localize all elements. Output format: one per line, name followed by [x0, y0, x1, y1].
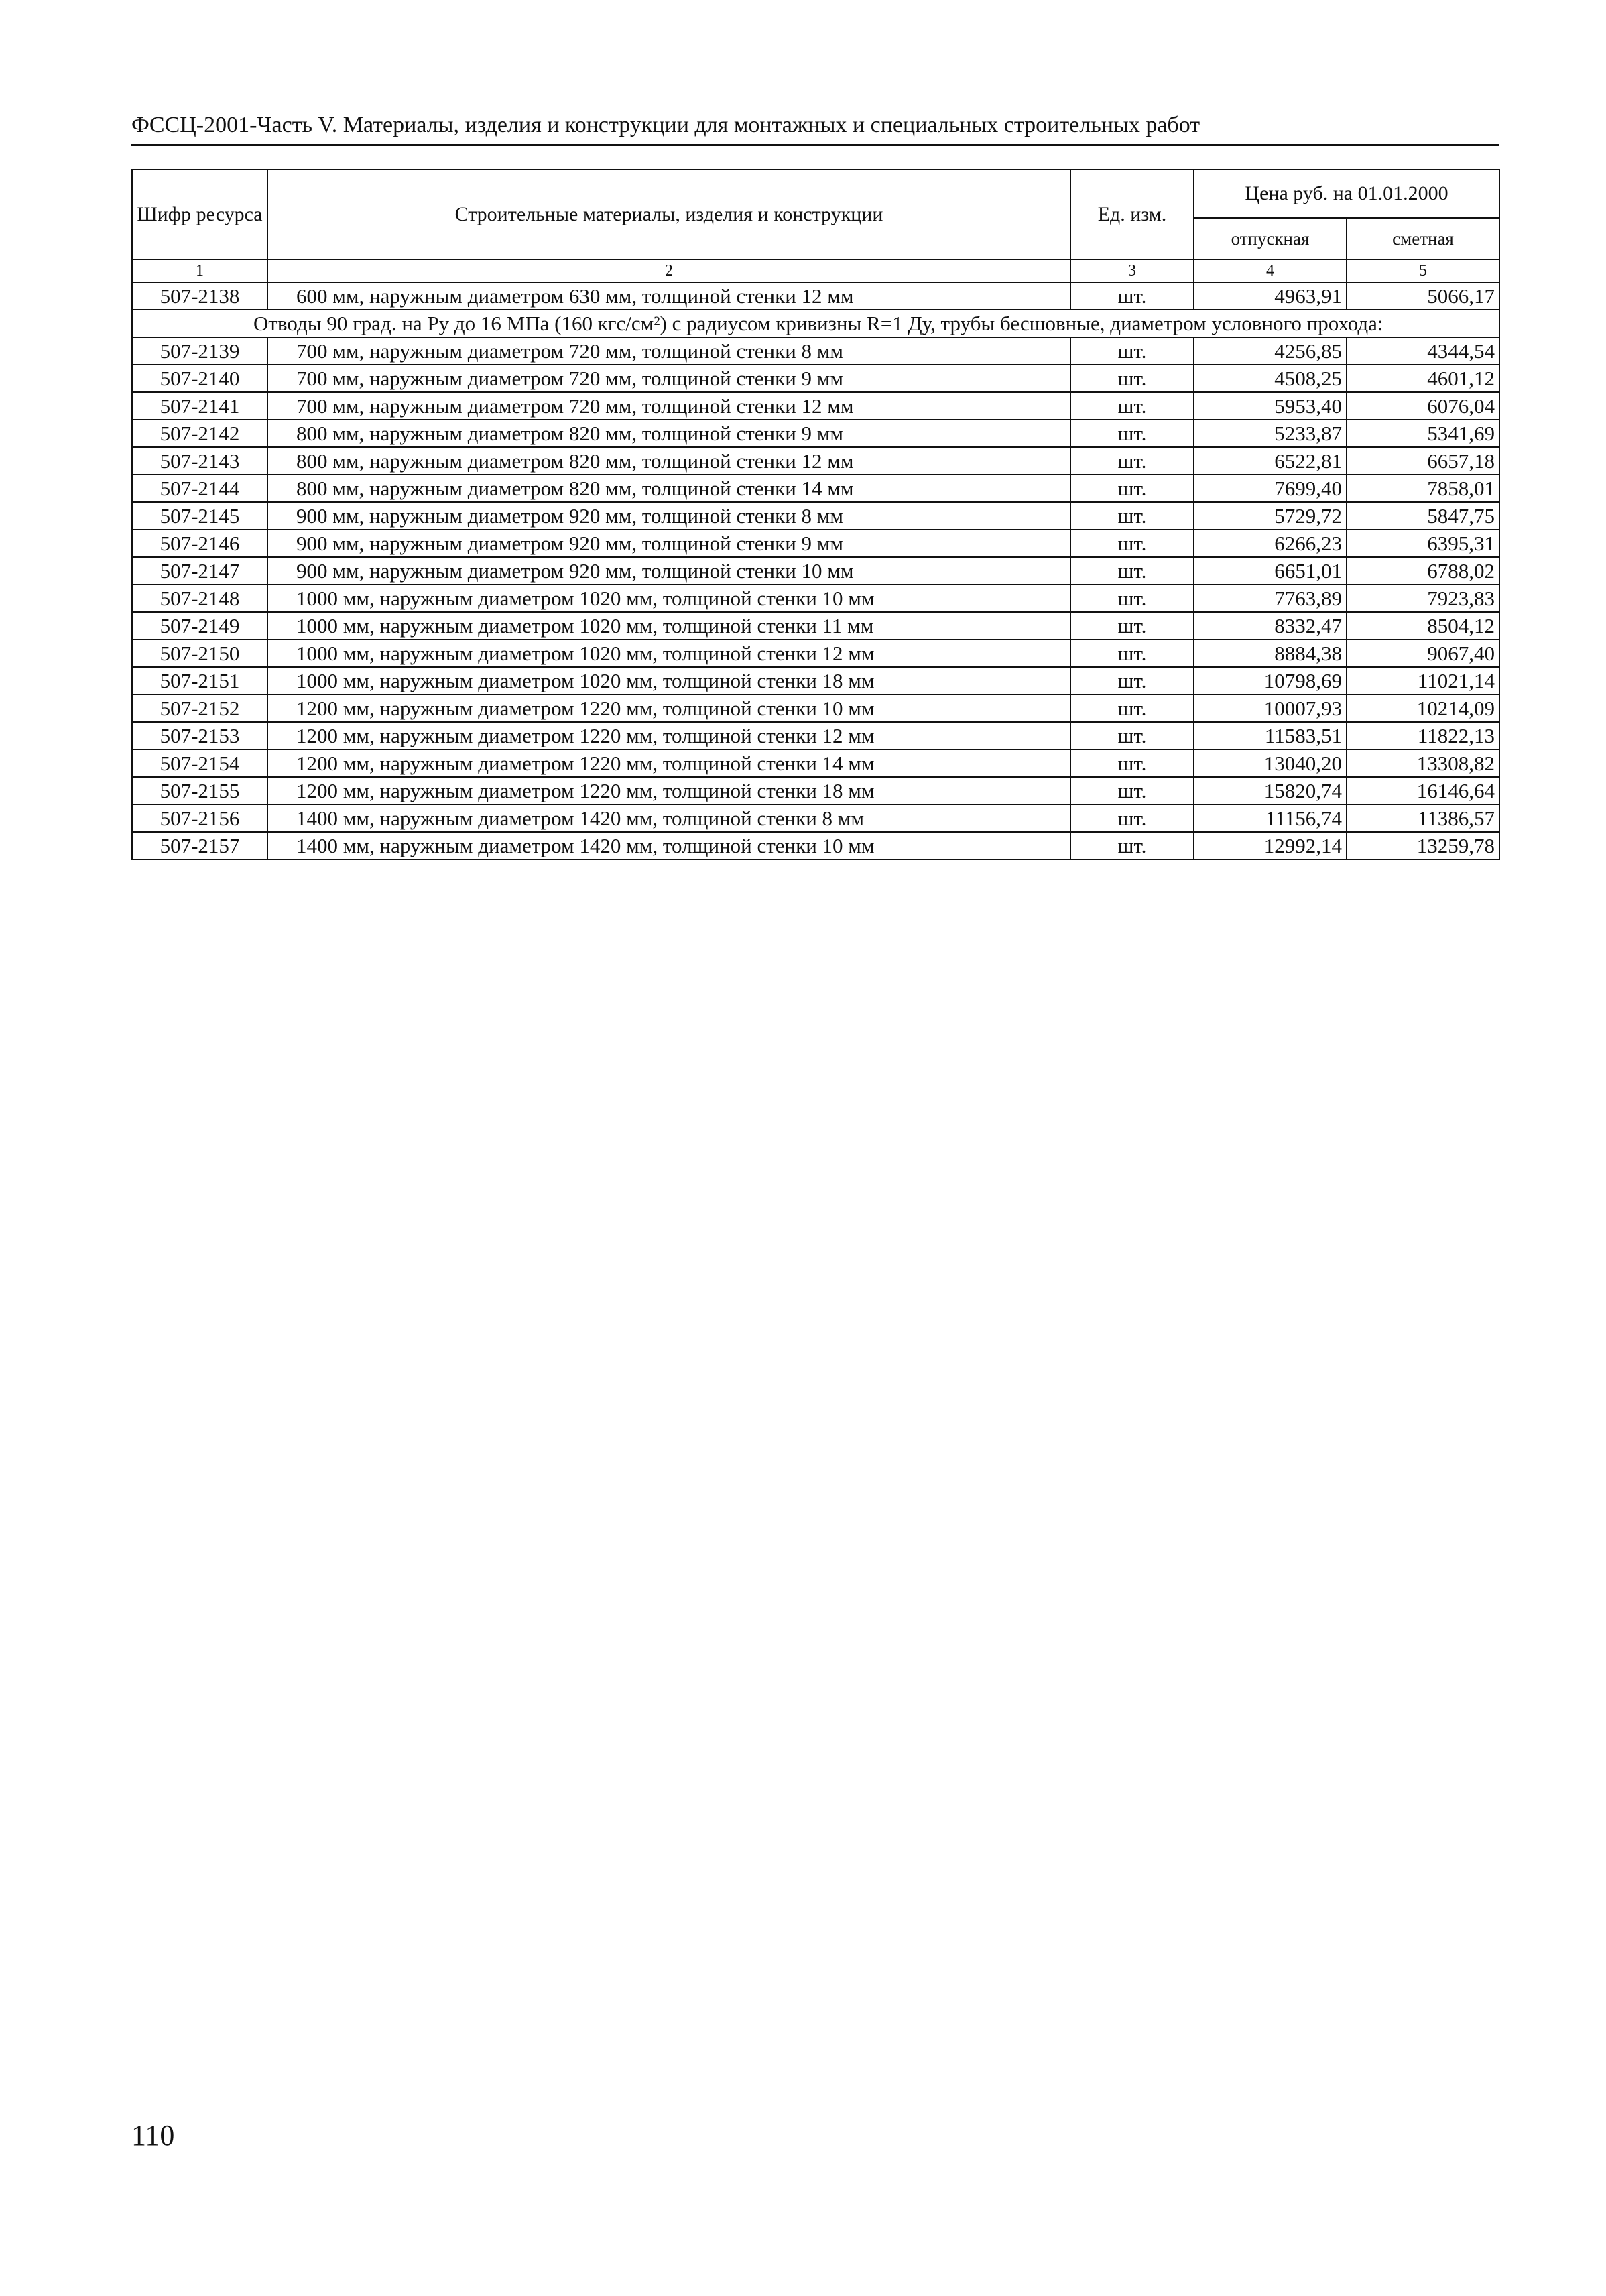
unit: шт.: [1070, 365, 1194, 392]
price-release: 6266,23: [1194, 530, 1347, 557]
price-release: 4256,85: [1194, 337, 1347, 365]
header-code: Шифр ресурса: [132, 170, 267, 259]
price-release: 7699,40: [1194, 475, 1347, 502]
item-name: 1400 мм, наружным диаметром 1420 мм, толщиной стенки 8 мм: [267, 804, 1070, 832]
price-release: 11583,51: [1194, 722, 1347, 749]
price-release: 7763,89: [1194, 585, 1347, 612]
table-row: [132, 832, 1499, 859]
item-name: 700 мм, наружным диаметром 720 мм, толщиной стенки 9 мм: [267, 365, 1070, 392]
unit: шт.: [1070, 392, 1194, 420]
price-release: 5233,87: [1194, 420, 1347, 447]
price-release: 5953,40: [1194, 392, 1347, 420]
resource-code: 507-2153: [132, 722, 267, 749]
resource-code: 507-2156: [132, 804, 267, 832]
unit: шт.: [1070, 475, 1194, 502]
subheading-a-section: [132, 310, 1499, 337]
price-release: 4508,25: [1194, 365, 1347, 392]
unit: шт.: [1070, 749, 1194, 777]
price-estimate: 9067,40: [1347, 640, 1499, 667]
resource-code: 507-2142: [132, 420, 267, 447]
price-estimate: 11386,57: [1347, 804, 1499, 832]
resource-code: 507-2140: [132, 365, 267, 392]
column-numbers-row: [132, 259, 1499, 282]
col-number: 1: [132, 259, 267, 282]
table-row: [132, 502, 1499, 530]
resource-code: 507-2143: [132, 447, 267, 475]
price-release: 4963,91: [1194, 282, 1347, 310]
unit: шт.: [1070, 447, 1194, 475]
price-estimate: 7923,83: [1347, 585, 1499, 612]
price-estimate: 6788,02: [1347, 557, 1499, 585]
price-estimate: 11021,14: [1347, 667, 1499, 694]
header-price-release: отпускная: [1194, 218, 1347, 259]
table-header: [132, 170, 1499, 282]
unit: шт.: [1070, 612, 1194, 640]
resource-code: 507-2144: [132, 475, 267, 502]
price-estimate: 6395,31: [1347, 530, 1499, 557]
item-name: 800 мм, наружным диаметром 820 мм, толщиной стенки 14 мм: [267, 475, 1070, 502]
table-row: [132, 722, 1499, 749]
header-price-estimate: сметная: [1347, 218, 1499, 259]
price-estimate: 6076,04: [1347, 392, 1499, 420]
table-row: [132, 667, 1499, 694]
table-row: [132, 585, 1499, 612]
resource-code: 507-2139: [132, 337, 267, 365]
item-name: 600 мм, наружным диаметром 630 мм, толщиной стенки 12 мм: [267, 282, 1070, 310]
page-number: 110: [131, 2119, 175, 2152]
unit: шт.: [1070, 694, 1194, 722]
price-release: 8884,38: [1194, 640, 1347, 667]
price-estimate: 16146,64: [1347, 777, 1499, 804]
price-table: [131, 169, 1500, 860]
resource-code: 507-2151: [132, 667, 267, 694]
unit: шт.: [1070, 557, 1194, 585]
table-row: [132, 804, 1499, 832]
table-row: [132, 640, 1499, 667]
item-name: 900 мм, наружным диаметром 920 мм, толщиной стенки 8 мм: [267, 502, 1070, 530]
price-release: 15820,74: [1194, 777, 1347, 804]
unit: шт.: [1070, 640, 1194, 667]
resource-code: 507-2145: [132, 502, 267, 530]
col-number: 4: [1194, 259, 1347, 282]
resource-code: 507-2147: [132, 557, 267, 585]
price-estimate: 11822,13: [1347, 722, 1499, 749]
resource-code: 507-2141: [132, 392, 267, 420]
rows-b: [132, 337, 1499, 859]
price-estimate: 4344,54: [1347, 337, 1499, 365]
page-header: ФССЦ-2001-Часть V. Материалы, изделия и конструкции для монтажных и специальных строительных работ: [131, 113, 1200, 137]
price-release: 6522,81: [1194, 447, 1347, 475]
header-unit: Ед. изм.: [1070, 170, 1194, 259]
item-name: 900 мм, наружным диаметром 920 мм, толщиной стенки 9 мм: [267, 530, 1070, 557]
price-release: 13040,20: [1194, 749, 1347, 777]
table-row: [132, 392, 1499, 420]
price-estimate: 4601,12: [1347, 365, 1499, 392]
table-row: [132, 420, 1499, 447]
subheading-a: Отводы 90 град. на Ру до 16 МПа (160 кгс/см²) с радиусом кривизны R=1 Ду, трубы бесшовные, диаметром условного прохода:: [132, 310, 1499, 337]
subheading-row: [132, 310, 1499, 337]
price-release: 12992,14: [1194, 832, 1347, 859]
unit: шт.: [1070, 777, 1194, 804]
price-table-wrapper: [131, 169, 1499, 860]
item-name: 1000 мм, наружным диаметром 1020 мм, толщиной стенки 10 мм: [267, 585, 1070, 612]
table-row: [132, 612, 1499, 640]
unit: шт.: [1070, 530, 1194, 557]
resource-code: 507-2152: [132, 694, 267, 722]
table-row: [132, 557, 1499, 585]
table-row: [132, 337, 1499, 365]
resource-code: 507-2155: [132, 777, 267, 804]
price-estimate: 5341,69: [1347, 420, 1499, 447]
header-rule: [131, 144, 1499, 146]
resource-code: 507-2138: [132, 282, 267, 310]
header-price-group: Цена руб. на 01.01.2000: [1194, 170, 1499, 218]
item-name: 1000 мм, наружным диаметром 1020 мм, толщиной стенки 18 мм: [267, 667, 1070, 694]
table-row: [132, 365, 1499, 392]
resource-code: 507-2146: [132, 530, 267, 557]
item-name: 1200 мм, наружным диаметром 1220 мм, толщиной стенки 14 мм: [267, 749, 1070, 777]
price-estimate: 6657,18: [1347, 447, 1499, 475]
unit: шт.: [1070, 804, 1194, 832]
item-name: 1200 мм, наружным диаметром 1220 мм, толщиной стенки 10 мм: [267, 694, 1070, 722]
table-row: [132, 777, 1499, 804]
unit: шт.: [1070, 502, 1194, 530]
unit: шт.: [1070, 667, 1194, 694]
item-name: 1200 мм, наружным диаметром 1220 мм, толщиной стенки 12 мм: [267, 722, 1070, 749]
resource-code: 507-2149: [132, 612, 267, 640]
item-name: 1200 мм, наружным диаметром 1220 мм, толщиной стенки 18 мм: [267, 777, 1070, 804]
item-name: 800 мм, наружным диаметром 820 мм, толщиной стенки 9 мм: [267, 420, 1070, 447]
table-row: [132, 282, 1499, 310]
price-estimate: 10214,09: [1347, 694, 1499, 722]
price-estimate: 13308,82: [1347, 749, 1499, 777]
unit: шт.: [1070, 282, 1194, 310]
unit: шт.: [1070, 585, 1194, 612]
resource-code: 507-2157: [132, 832, 267, 859]
price-release: 10798,69: [1194, 667, 1347, 694]
item-name: 700 мм, наружным диаметром 720 мм, толщиной стенки 12 мм: [267, 392, 1070, 420]
header-name: Строительные материалы, изделия и конструкции: [267, 170, 1070, 259]
item-name: 1400 мм, наружным диаметром 1420 мм, толщиной стенки 10 мм: [267, 832, 1070, 859]
col-number: 3: [1070, 259, 1194, 282]
unit: шт.: [1070, 420, 1194, 447]
table-row: [132, 749, 1499, 777]
price-estimate: 8504,12: [1347, 612, 1499, 640]
resource-code: 507-2148: [132, 585, 267, 612]
price-estimate: 7858,01: [1347, 475, 1499, 502]
price-estimate: 5847,75: [1347, 502, 1499, 530]
resource-code: 507-2154: [132, 749, 267, 777]
price-release: 5729,72: [1194, 502, 1347, 530]
col-number: 2: [267, 259, 1070, 282]
table-row: [132, 447, 1499, 475]
unit: шт.: [1070, 832, 1194, 859]
col-number: 5: [1347, 259, 1499, 282]
table-row: [132, 475, 1499, 502]
price-release: 8332,47: [1194, 612, 1347, 640]
price-release: 6651,01: [1194, 557, 1347, 585]
item-name: 800 мм, наружным диаметром 820 мм, толщиной стенки 12 мм: [267, 447, 1070, 475]
price-release: 11156,74: [1194, 804, 1347, 832]
unit: шт.: [1070, 722, 1194, 749]
item-name: 1000 мм, наружным диаметром 1020 мм, толщиной стенки 11 мм: [267, 612, 1070, 640]
resource-code: 507-2150: [132, 640, 267, 667]
price-release: 10007,93: [1194, 694, 1347, 722]
item-name: 700 мм, наружным диаметром 720 мм, толщиной стенки 8 мм: [267, 337, 1070, 365]
table-row: [132, 530, 1499, 557]
unit: шт.: [1070, 337, 1194, 365]
rows-a: [132, 282, 1499, 310]
price-estimate: 5066,17: [1347, 282, 1499, 310]
price-estimate: 13259,78: [1347, 832, 1499, 859]
item-name: 1000 мм, наружным диаметром 1020 мм, толщиной стенки 12 мм: [267, 640, 1070, 667]
table-row: [132, 694, 1499, 722]
item-name: 900 мм, наружным диаметром 920 мм, толщиной стенки 10 мм: [267, 557, 1070, 585]
